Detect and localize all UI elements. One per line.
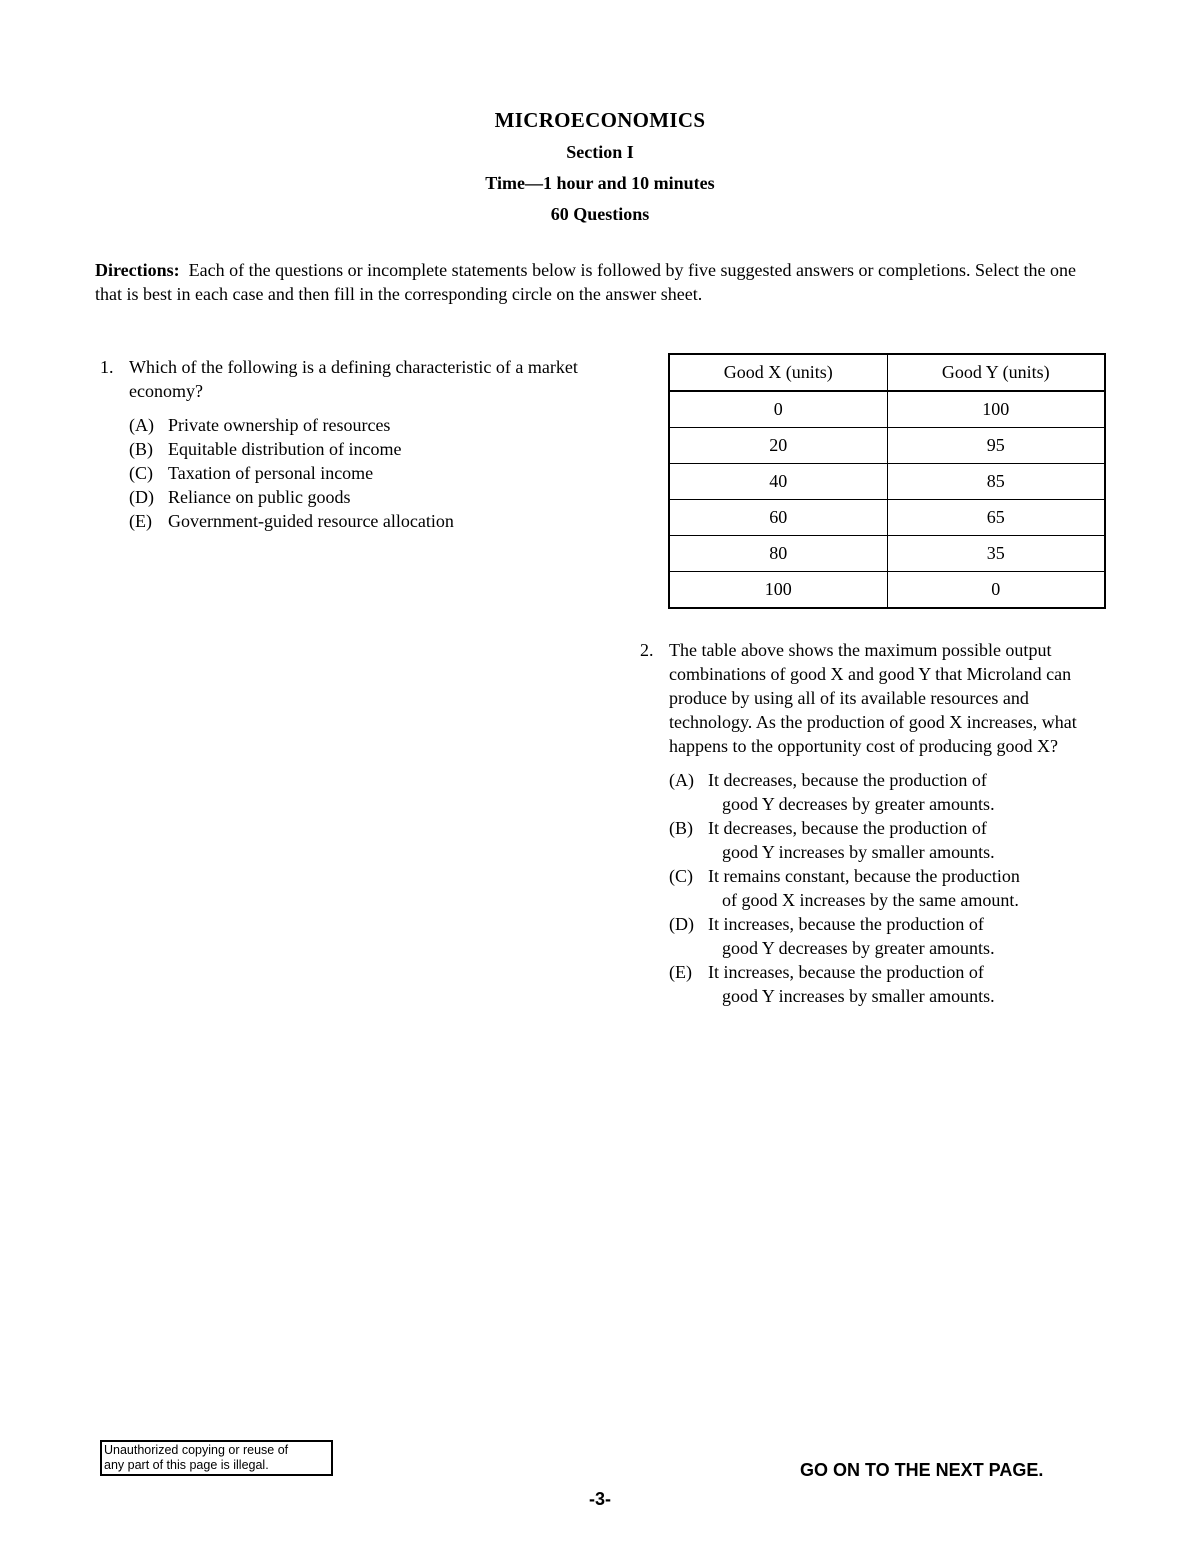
- question-number: 2.: [640, 640, 654, 660]
- option-text: It decreases, because the production of: [708, 818, 987, 838]
- option-text-continued: good Y increases by smaller amounts.: [722, 842, 995, 862]
- copyright-notice-line: any part of this page is illegal.: [104, 1458, 269, 1472]
- option-letter: (D): [129, 487, 154, 507]
- option-text: Private ownership of resources: [168, 415, 391, 435]
- next-page-instruction: GO ON TO THE NEXT PAGE.: [800, 1460, 1044, 1480]
- table-cell: 0: [887, 572, 1105, 609]
- table-row: [669, 464, 1105, 500]
- question-stem: Which of the following is a defining characteristic of a market economy?: [129, 357, 578, 401]
- table-cell: 80: [669, 536, 887, 572]
- option-text: Reliance on public goods: [168, 487, 351, 507]
- production-table: [668, 353, 1106, 609]
- copyright-notice: [100, 1440, 333, 1476]
- option-text: It increases, because the production of: [708, 914, 984, 934]
- table-row: [669, 391, 1105, 428]
- table-cell: 40: [669, 464, 887, 500]
- question-1: [100, 355, 580, 533]
- page-number: -3-: [589, 1489, 611, 1509]
- table-row: [669, 500, 1105, 536]
- answer-option: [669, 768, 1100, 816]
- option-text-continued: good Y decreases by greater amounts.: [722, 794, 995, 814]
- table-header-good-y: Good Y (units): [887, 354, 1105, 391]
- option-letter: (A): [669, 770, 694, 790]
- table-cell: 95: [887, 428, 1105, 464]
- table-row: [669, 428, 1105, 464]
- time-limit: Time—1 hour and 10 minutes: [485, 173, 715, 193]
- table-cell: 60: [669, 500, 887, 536]
- directions-text: Each of the questions or incomplete statements below is followed by five suggested answers or completions. Select the one that is best in each case and then fill in the corresponding circle on the answer sheet.: [95, 260, 1076, 304]
- question-count: 60 Questions: [550, 204, 650, 224]
- option-letter: (E): [129, 511, 152, 531]
- question-2: [640, 638, 1100, 1008]
- option-letter: (C): [669, 866, 693, 886]
- option-letter: (C): [129, 463, 153, 483]
- option-letter: (B): [669, 818, 693, 838]
- table-cell: 100: [887, 391, 1105, 428]
- table-cell: 100: [669, 572, 887, 609]
- answer-options: [129, 413, 580, 533]
- option-text-continued: good Y increases by smaller amounts.: [722, 986, 995, 1006]
- option-letter: (A): [129, 415, 154, 435]
- option-letter: (D): [669, 914, 694, 934]
- option-text-continued: of good X increases by the same amount.: [722, 890, 1019, 910]
- answer-option: [129, 413, 580, 437]
- directions-label: Directions:: [95, 260, 180, 280]
- option-text: It increases, because the production of: [708, 962, 984, 982]
- option-text: Taxation of personal income: [168, 463, 374, 483]
- option-letter: (E): [669, 962, 692, 982]
- answer-option: [669, 816, 1100, 864]
- option-text: Equitable distribution of income: [168, 439, 402, 459]
- answer-option: [669, 912, 1100, 960]
- option-text: It decreases, because the production of: [708, 770, 987, 790]
- option-text: It remains constant, because the production: [708, 866, 1020, 886]
- question-number: 1.: [100, 357, 114, 377]
- question-stem: The table above shows the maximum possible output combinations of good X and good Y that Microland can produce by using all of its available resources and technology. As the production of good X increases, what happens to the opportunity cost of producing good X?: [669, 640, 1077, 756]
- table-cell: 20: [669, 428, 887, 464]
- answer-option: [129, 437, 580, 461]
- section-label: Section I: [566, 142, 634, 162]
- answer-options: [669, 768, 1100, 1008]
- page-title: MICROECONOMICS: [494, 108, 706, 132]
- option-letter: (B): [129, 439, 153, 459]
- answer-option: [669, 864, 1100, 912]
- option-text: Government-guided resource allocation: [168, 511, 454, 531]
- directions: [95, 258, 1105, 306]
- table-header-row: [669, 354, 1105, 391]
- table-row: [669, 536, 1105, 572]
- table-cell: 0: [669, 391, 887, 428]
- table-cell: 65: [887, 500, 1105, 536]
- option-text-continued: good Y decreases by greater amounts.: [722, 938, 995, 958]
- answer-option: [129, 461, 580, 485]
- copyright-notice-line: Unauthorized copying or reuse of: [104, 1443, 289, 1457]
- table-row: [669, 572, 1105, 609]
- answer-option: [669, 960, 1100, 1008]
- table-header-good-x: Good X (units): [669, 354, 887, 391]
- answer-option: [129, 509, 580, 533]
- table-cell: 35: [887, 536, 1105, 572]
- table-cell: 85: [887, 464, 1105, 500]
- answer-option: [129, 485, 580, 509]
